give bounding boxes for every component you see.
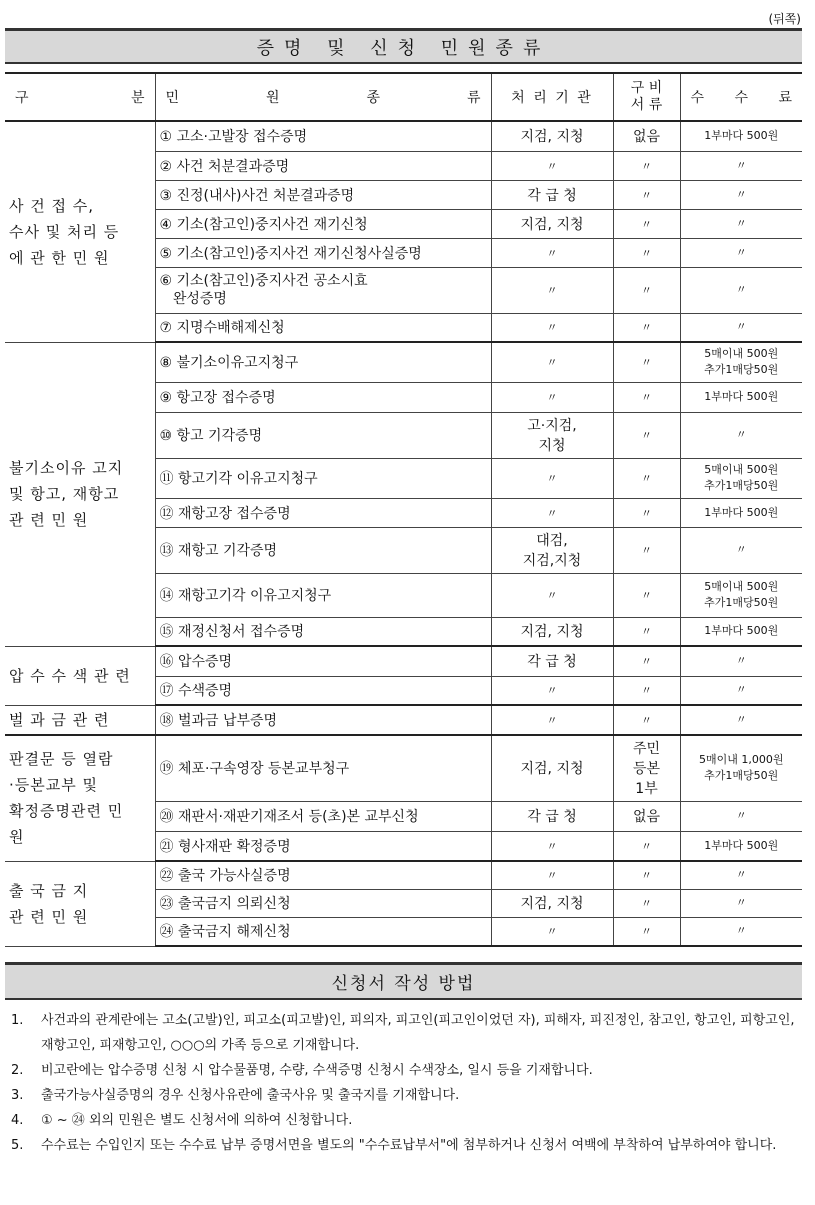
petition-name-cell: ㉑ 형사재판 확정증명 — [155, 831, 491, 861]
agency-cell: 〃 — [491, 342, 613, 382]
required-docs-cell: 〃 — [613, 209, 680, 238]
petition-name-cell: ⑩ 항고 기각증명 — [155, 412, 491, 458]
petition-name-cell: ⑳ 재판서·재판기재조서 등(초)본 교부신청 — [155, 801, 491, 831]
petition-name-cell: ⑥ 기소(참고인)중지사건 공소시효 완성증명 — [155, 267, 491, 313]
section-title-how-to-fill: 신청서 작성 방법 — [5, 962, 802, 1000]
agency-cell: 고·지검, 지청 — [491, 412, 613, 458]
category-cell: 벌 과 금 관 련 — [5, 705, 155, 735]
instruction-number: 5. — [11, 1138, 24, 1153]
required-docs-cell: 〃 — [613, 831, 680, 861]
petition-name-cell: ④ 기소(참고인)중지사건 재기신청 — [155, 209, 491, 238]
instruction-number: 4. — [11, 1113, 24, 1128]
fee-cell: 〃 — [680, 917, 802, 946]
header-agency: 처 리 기 관 — [491, 73, 613, 121]
fee-cell: 〃 — [680, 412, 802, 458]
table-row — [5, 646, 802, 676]
petition-name-cell: ⑨ 항고장 접수증명 — [155, 382, 491, 412]
instructions-list — [5, 1008, 802, 1158]
fee-cell: 1부마다 500원 — [680, 498, 802, 527]
required-docs-cell: 〃 — [613, 342, 680, 382]
header-name-char: 류 — [466, 90, 481, 106]
fee-cell: 1부마다 500원 — [680, 382, 802, 412]
instruction-text: 비고란에는 압수증명 신청 시 압수물품명, 수량, 수색증명 신청시 수색장소, 일시 등을 기재합니다. — [41, 1063, 593, 1078]
fee-cell: 〃 — [680, 889, 802, 917]
required-docs-cell: 〃 — [613, 498, 680, 527]
instruction-text: ① ~ ㉔ 외의 민원은 별도 신청서에 의하여 신청합니다. — [41, 1113, 353, 1128]
petition-name-cell: ㉔ 출국금지 해제신청 — [155, 917, 491, 946]
table-row — [5, 705, 802, 735]
header-fee-char: 수 — [734, 90, 749, 106]
agency-cell: 〃 — [491, 917, 613, 946]
agency-cell: 지검, 지청 — [491, 617, 613, 646]
petition-name-cell: ⑪ 항고기각 이유고지청구 — [155, 458, 491, 498]
required-docs-cell: 없음 — [613, 121, 680, 151]
petition-name-cell: ⑲ 체포·구속영장 등본교부청구 — [155, 735, 491, 801]
agency-cell: 각 급 청 — [491, 646, 613, 676]
fee-cell: 1부마다 500원 — [680, 617, 802, 646]
category-cell: 사 건 접 수, 수사 및 처리 등 에 관 한 민 원 — [5, 121, 155, 342]
instruction-text: 수수료는 수입인지 또는 수수료 납부 증명서면을 별도의 "수수료납부서"에 첨부하거나 신청서 여백에 부착하여 납부하여야 합니다. — [41, 1138, 777, 1153]
required-docs-cell: 주민 등본 1부 — [613, 735, 680, 801]
header-name-char: 원 — [265, 90, 280, 106]
required-docs-cell: 〃 — [613, 676, 680, 705]
table-row — [5, 121, 802, 151]
table-row — [5, 861, 802, 889]
petition-name-cell: ⑬ 재항고 기각증명 — [155, 527, 491, 573]
required-docs-cell: 〃 — [613, 313, 680, 342]
header-docs — [613, 73, 680, 121]
header-fee-char: 료 — [778, 90, 792, 106]
required-docs-cell: 〃 — [613, 617, 680, 646]
petition-name-cell: ⑮ 재정신청서 접수증명 — [155, 617, 491, 646]
agency-cell: 지검, 지청 — [491, 735, 613, 801]
agency-cell: 각 급 청 — [491, 180, 613, 209]
instruction-item — [5, 1083, 802, 1108]
agency-cell: 〃 — [491, 458, 613, 498]
fee-cell: 〃 — [680, 676, 802, 705]
petition-name-cell: ⑰ 수색증명 — [155, 676, 491, 705]
petition-name-cell: ② 사건 처분결과증명 — [155, 151, 491, 180]
fee-cell: 〃 — [680, 267, 802, 313]
petition-name-cell: ⑱ 벌과금 납부증명 — [155, 705, 491, 735]
fee-cell: 〃 — [680, 527, 802, 573]
table-row — [5, 735, 802, 801]
agency-cell: 〃 — [491, 238, 613, 267]
petition-name-cell: ㉓ 출국금지 의뢰신청 — [155, 889, 491, 917]
instruction-item — [5, 1058, 802, 1083]
petition-name-cell: ⑤ 기소(참고인)중지사건 재기신청사실증명 — [155, 238, 491, 267]
required-docs-cell: 없음 — [613, 801, 680, 831]
petition-name-cell: ⑦ 지명수배해제신청 — [155, 313, 491, 342]
agency-cell: 대검, 지검,지청 — [491, 527, 613, 573]
header-category-char: 구 — [15, 90, 29, 106]
fee-cell: 〃 — [680, 238, 802, 267]
header-name-char: 민 — [165, 90, 180, 106]
fee-cell: 5매이내 1,000원 추가1매당50원 — [680, 735, 802, 801]
fee-cell: 1부마다 500원 — [680, 121, 802, 151]
header-docs-line: 서 류 — [630, 97, 663, 113]
required-docs-cell: 〃 — [613, 646, 680, 676]
petition-name-cell: ⑧ 불기소이유고지청구 — [155, 342, 491, 382]
category-cell: 출 국 금 지 관 련 민 원 — [5, 861, 155, 946]
fee-cell: 〃 — [680, 209, 802, 238]
header-docs-line: 구 비 — [630, 80, 663, 96]
petition-name-cell: ㉒ 출국 가능사실증명 — [155, 861, 491, 889]
required-docs-cell: 〃 — [613, 151, 680, 180]
fee-cell: 〃 — [680, 861, 802, 889]
required-docs-cell: 〃 — [613, 458, 680, 498]
required-docs-cell: 〃 — [613, 267, 680, 313]
table-header-row — [5, 73, 802, 121]
agency-cell: 〃 — [491, 313, 613, 342]
fee-cell: 〃 — [680, 313, 802, 342]
instruction-text: 사건과의 관계란에는 고소(고발)인, 피고소(피고발)인, 피의자, 피고인(피고인이었던 자), 피해자, 피진정인, 참고인, 항고인, 피항고인, 재항고인, 피재항고인, ○○○의 가족 등으로 기재합니다. — [41, 1013, 795, 1053]
required-docs-cell: 〃 — [613, 573, 680, 617]
required-docs-cell: 〃 — [613, 412, 680, 458]
petition-name-cell: ⑯ 압수증명 — [155, 646, 491, 676]
required-docs-cell: 〃 — [613, 889, 680, 917]
fee-cell: 5매이내 500원 추가1매당50원 — [680, 458, 802, 498]
back-side-label: (뒤쪽) — [768, 12, 801, 26]
header-fee — [680, 73, 802, 121]
fee-cell: 5매이내 500원 추가1매당50원 — [680, 573, 802, 617]
header-category-char: 분 — [130, 90, 145, 106]
civil-petition-table — [5, 72, 802, 947]
required-docs-cell: 〃 — [613, 180, 680, 209]
header-fee-char: 수 — [690, 90, 705, 106]
category-cell: 압 수 수 색 관 련 — [5, 646, 155, 705]
required-docs-cell: 〃 — [613, 382, 680, 412]
fee-cell: 〃 — [680, 705, 802, 735]
petition-name-cell: ③ 진정(내사)사건 처분결과증명 — [155, 180, 491, 209]
instruction-number: 3. — [11, 1088, 24, 1103]
fee-cell: 1부마다 500원 — [680, 831, 802, 861]
page-title: 증명 및 신청 민원종류 — [5, 28, 802, 64]
required-docs-cell: 〃 — [613, 705, 680, 735]
agency-cell: 각 급 청 — [491, 801, 613, 831]
fee-cell: 〃 — [680, 801, 802, 831]
agency-cell: 〃 — [491, 498, 613, 527]
instruction-item — [5, 1108, 802, 1133]
agency-cell: 지검, 지청 — [491, 121, 613, 151]
agency-cell: 〃 — [491, 676, 613, 705]
agency-cell: 〃 — [491, 861, 613, 889]
petition-name-cell: ⑫ 재항고장 접수증명 — [155, 498, 491, 527]
fee-cell: 〃 — [680, 151, 802, 180]
petition-name-cell: ① 고소·고발장 접수증명 — [155, 121, 491, 151]
agency-cell: 〃 — [491, 151, 613, 180]
agency-cell: 지검, 지청 — [491, 889, 613, 917]
agency-cell: 〃 — [491, 267, 613, 313]
instruction-number: 1. — [11, 1013, 24, 1028]
agency-cell: 〃 — [491, 705, 613, 735]
agency-cell: 〃 — [491, 382, 613, 412]
agency-cell: 지검, 지청 — [491, 209, 613, 238]
required-docs-cell: 〃 — [613, 527, 680, 573]
instruction-item — [5, 1133, 802, 1158]
instruction-item — [5, 1008, 802, 1058]
header-name-char: 종 — [366, 90, 380, 106]
fee-cell: 5매이내 500원 추가1매당50원 — [680, 342, 802, 382]
fee-cell: 〃 — [680, 180, 802, 209]
header-name — [155, 73, 491, 121]
agency-cell: 〃 — [491, 831, 613, 861]
category-cell: 판결문 등 열람 ·등본교부 및 확정증명관련 민 원 — [5, 735, 155, 861]
category-cell: 불기소이유 고지 및 항고, 재항고 관 련 민 원 — [5, 342, 155, 646]
header-category — [5, 73, 155, 121]
required-docs-cell: 〃 — [613, 917, 680, 946]
table-row — [5, 342, 802, 382]
instruction-number: 2. — [11, 1063, 24, 1078]
required-docs-cell: 〃 — [613, 238, 680, 267]
petition-name-cell: ⑭ 재항고기각 이유고지청구 — [155, 573, 491, 617]
required-docs-cell: 〃 — [613, 861, 680, 889]
fee-cell: 〃 — [680, 646, 802, 676]
instruction-text: 출국가능사실증명의 경우 신청사유란에 출국사유 및 출국지를 기재합니다. — [41, 1088, 460, 1103]
agency-cell: 〃 — [491, 573, 613, 617]
